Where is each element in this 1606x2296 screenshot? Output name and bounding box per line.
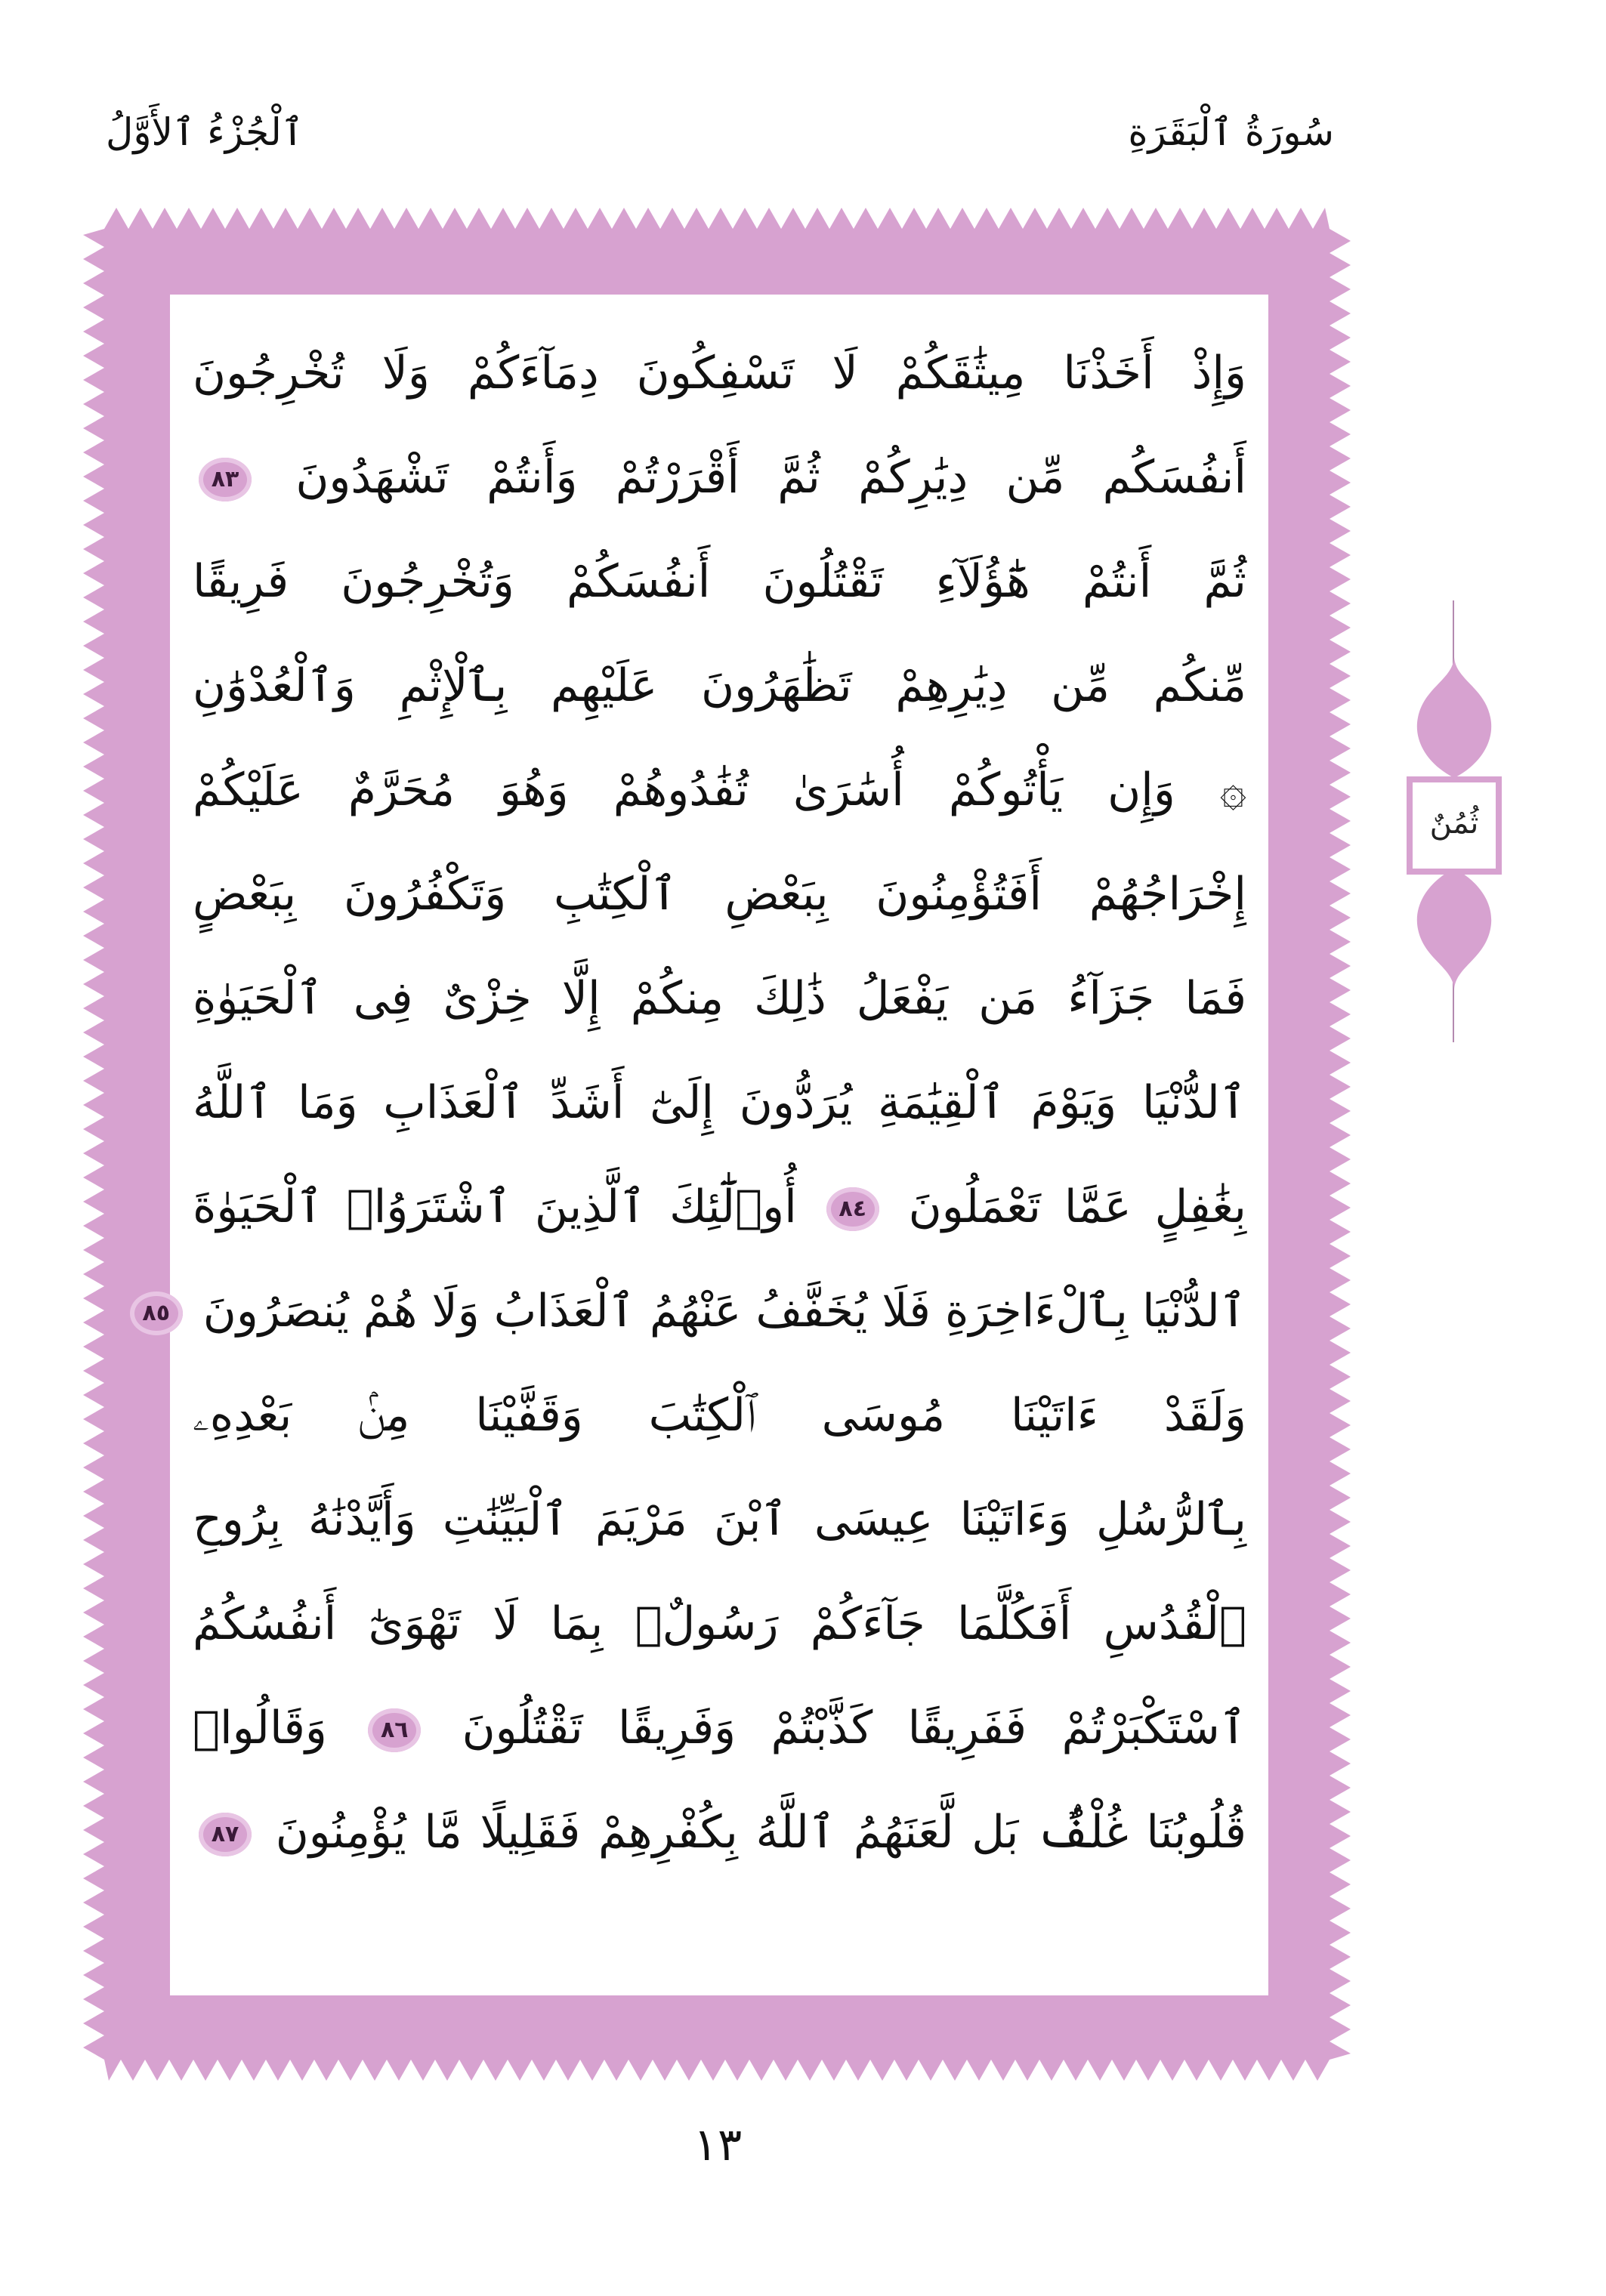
verse-line bbox=[193, 1676, 1246, 1780]
ayah-number-marker bbox=[199, 458, 252, 501]
verse-text: وَلَقَدْ ءَاتَيْنَا مُوسَى ٱلْكِتَٰبَ وَقَفَّيْنَا مِنۢ بَعْدِهِۦ bbox=[193, 1389, 1246, 1442]
hizb-marker-label: ثُمُنٌ bbox=[1429, 806, 1479, 841]
verse-line bbox=[193, 1467, 1246, 1572]
verse-lines bbox=[142, 321, 1247, 1884]
verse-line bbox=[193, 738, 1246, 842]
verse-text: ثُمَّ أَنتُمْ هَٰٓؤُلَآءِ تَقْتُلُونَ أَنفُسَكُمْ وَتُخْرِجُونَ فَرِيقًا bbox=[193, 555, 1246, 608]
juz-title: ٱلْجُزْءُ ٱلأَوَّلُ bbox=[106, 110, 304, 154]
verse-text: أَنفُسَكُم مِّن دِيَٰرِكُمْ ثُمَّ أَقْرَرْتُمْ وَأَنتُمْ تَشْهَدُونَ bbox=[295, 451, 1246, 504]
ayah-number: ٨٦ bbox=[380, 1717, 409, 1744]
verse-line bbox=[193, 1051, 1246, 1155]
ayah-number-marker bbox=[368, 1708, 421, 1752]
verse-text: إِخْرَاجُهُمْ أَفَتُؤْمِنُونَ بِبَعْضِ ٱلْكِتَٰبِ وَتَكْفُرُونَ بِبَعْضٍ bbox=[193, 868, 1246, 921]
ayah-number-marker bbox=[199, 1813, 252, 1856]
ayah-number: ٨٣ bbox=[211, 466, 239, 493]
ayah-number: ٨٤ bbox=[839, 1196, 867, 1223]
verse-line bbox=[193, 946, 1246, 1051]
verse-line bbox=[193, 842, 1246, 946]
verse-text: بِغَٰفِلٍ عَمَّا تَعْمَلُونَ bbox=[908, 1180, 1247, 1233]
page-number: ١٣ bbox=[693, 2119, 743, 2171]
ayah-number: ٨٥ bbox=[142, 1300, 171, 1327]
verse-line bbox=[193, 1363, 1246, 1467]
surah-title: سُورَةُ ٱلْبَقَرَةِ bbox=[1128, 110, 1334, 154]
verse-text: فَمَا جَزَآءُ مَن يَفْعَلُ ذَٰلِكَ مِنكُمْ إِلَّا خِزْىٌ فِى ٱلْحَيَوٰةِ bbox=[193, 972, 1246, 1025]
verse-line bbox=[193, 634, 1246, 738]
verse-line bbox=[142, 1259, 1246, 1363]
verse-line bbox=[193, 1572, 1246, 1676]
verse-text: وَإِذْ أَخَذْنَا مِيثَٰقَكُمْ لَا تَسْفِكُونَ دِمَآءَكُمْ وَلَا تُخْرِجُونَ bbox=[193, 347, 1246, 400]
verse-text: ٱلدُّنْيَا بِٱلْءَاخِرَةِ فَلَا يُخَفَّفُ عَنْهُمُ ٱلْعَذَابُ وَلَا هُمْ يُنصَرُونَ bbox=[202, 1285, 1246, 1338]
verse-text: ٱلدُّنْيَا وَيَوْمَ ٱلْقِيَٰمَةِ يُرَدُّونَ إِلَىٰٓ أَشَدِّ ٱلْعَذَابِ وَمَا ٱللَّهُ bbox=[193, 1076, 1246, 1129]
verse-text: ۞ وَإِن يَأْتُوكُمْ أُسَٰرَىٰ تُفَٰدُوهُمْ وَهُوَ مُحَرَّمٌ عَلَيْكُمْ bbox=[193, 764, 1246, 816]
verse-line bbox=[193, 529, 1246, 634]
verse-text: ٱسْتَكْبَرْتُمْ فَفَرِيقًا كَذَّبْتُمْ وَفَرِيقًا تَقْتُلُونَ bbox=[462, 1702, 1246, 1754]
ayah-number: ٨٧ bbox=[211, 1821, 239, 1848]
verse-line bbox=[193, 1155, 1246, 1259]
ayah-number-marker bbox=[826, 1187, 879, 1231]
verse-text: ٱلْقُدُسِ أَفَكُلَّمَا جَآءَكُمْ رَسُولٌۢ بِمَا لَا تَهْوَىٰٓ أَنفُسُكُمُ bbox=[193, 1597, 1246, 1650]
verse-line bbox=[193, 425, 1246, 529]
verse-text: وَقَالُوا۟ bbox=[193, 1702, 327, 1754]
verse-text: مِّنكُم مِّن دِيَٰرِهِمْ تَظَٰهَرُونَ عَلَيْهِم بِٱلْإِثْمِ وَٱلْعُدْوَٰنِ bbox=[193, 659, 1246, 712]
ayah-number-marker bbox=[130, 1292, 183, 1335]
verse-text: أُو۟لَٰٓئِكَ ٱلَّذِينَ ٱشْتَرَوُا۟ ٱلْحَيَوٰةَ bbox=[193, 1180, 797, 1233]
verse-line bbox=[193, 1780, 1246, 1884]
verse-line bbox=[193, 321, 1246, 425]
verse-text: بِٱلرُّسُلِ وَءَاتَيْنَا عِيسَى ٱبْنَ مَرْيَمَ ٱلْبَيِّنَٰتِ وَأَيَّدْنَٰهُ بِرُوحِ bbox=[193, 1493, 1246, 1546]
verse-text: قُلُوبُنَا غُلْفٌۢ بَل لَّعَنَهُمُ ٱللَّهُ بِكُفْرِهِمْ فَقَلِيلًا مَّا يُؤْمِنُونَ bbox=[275, 1806, 1247, 1859]
